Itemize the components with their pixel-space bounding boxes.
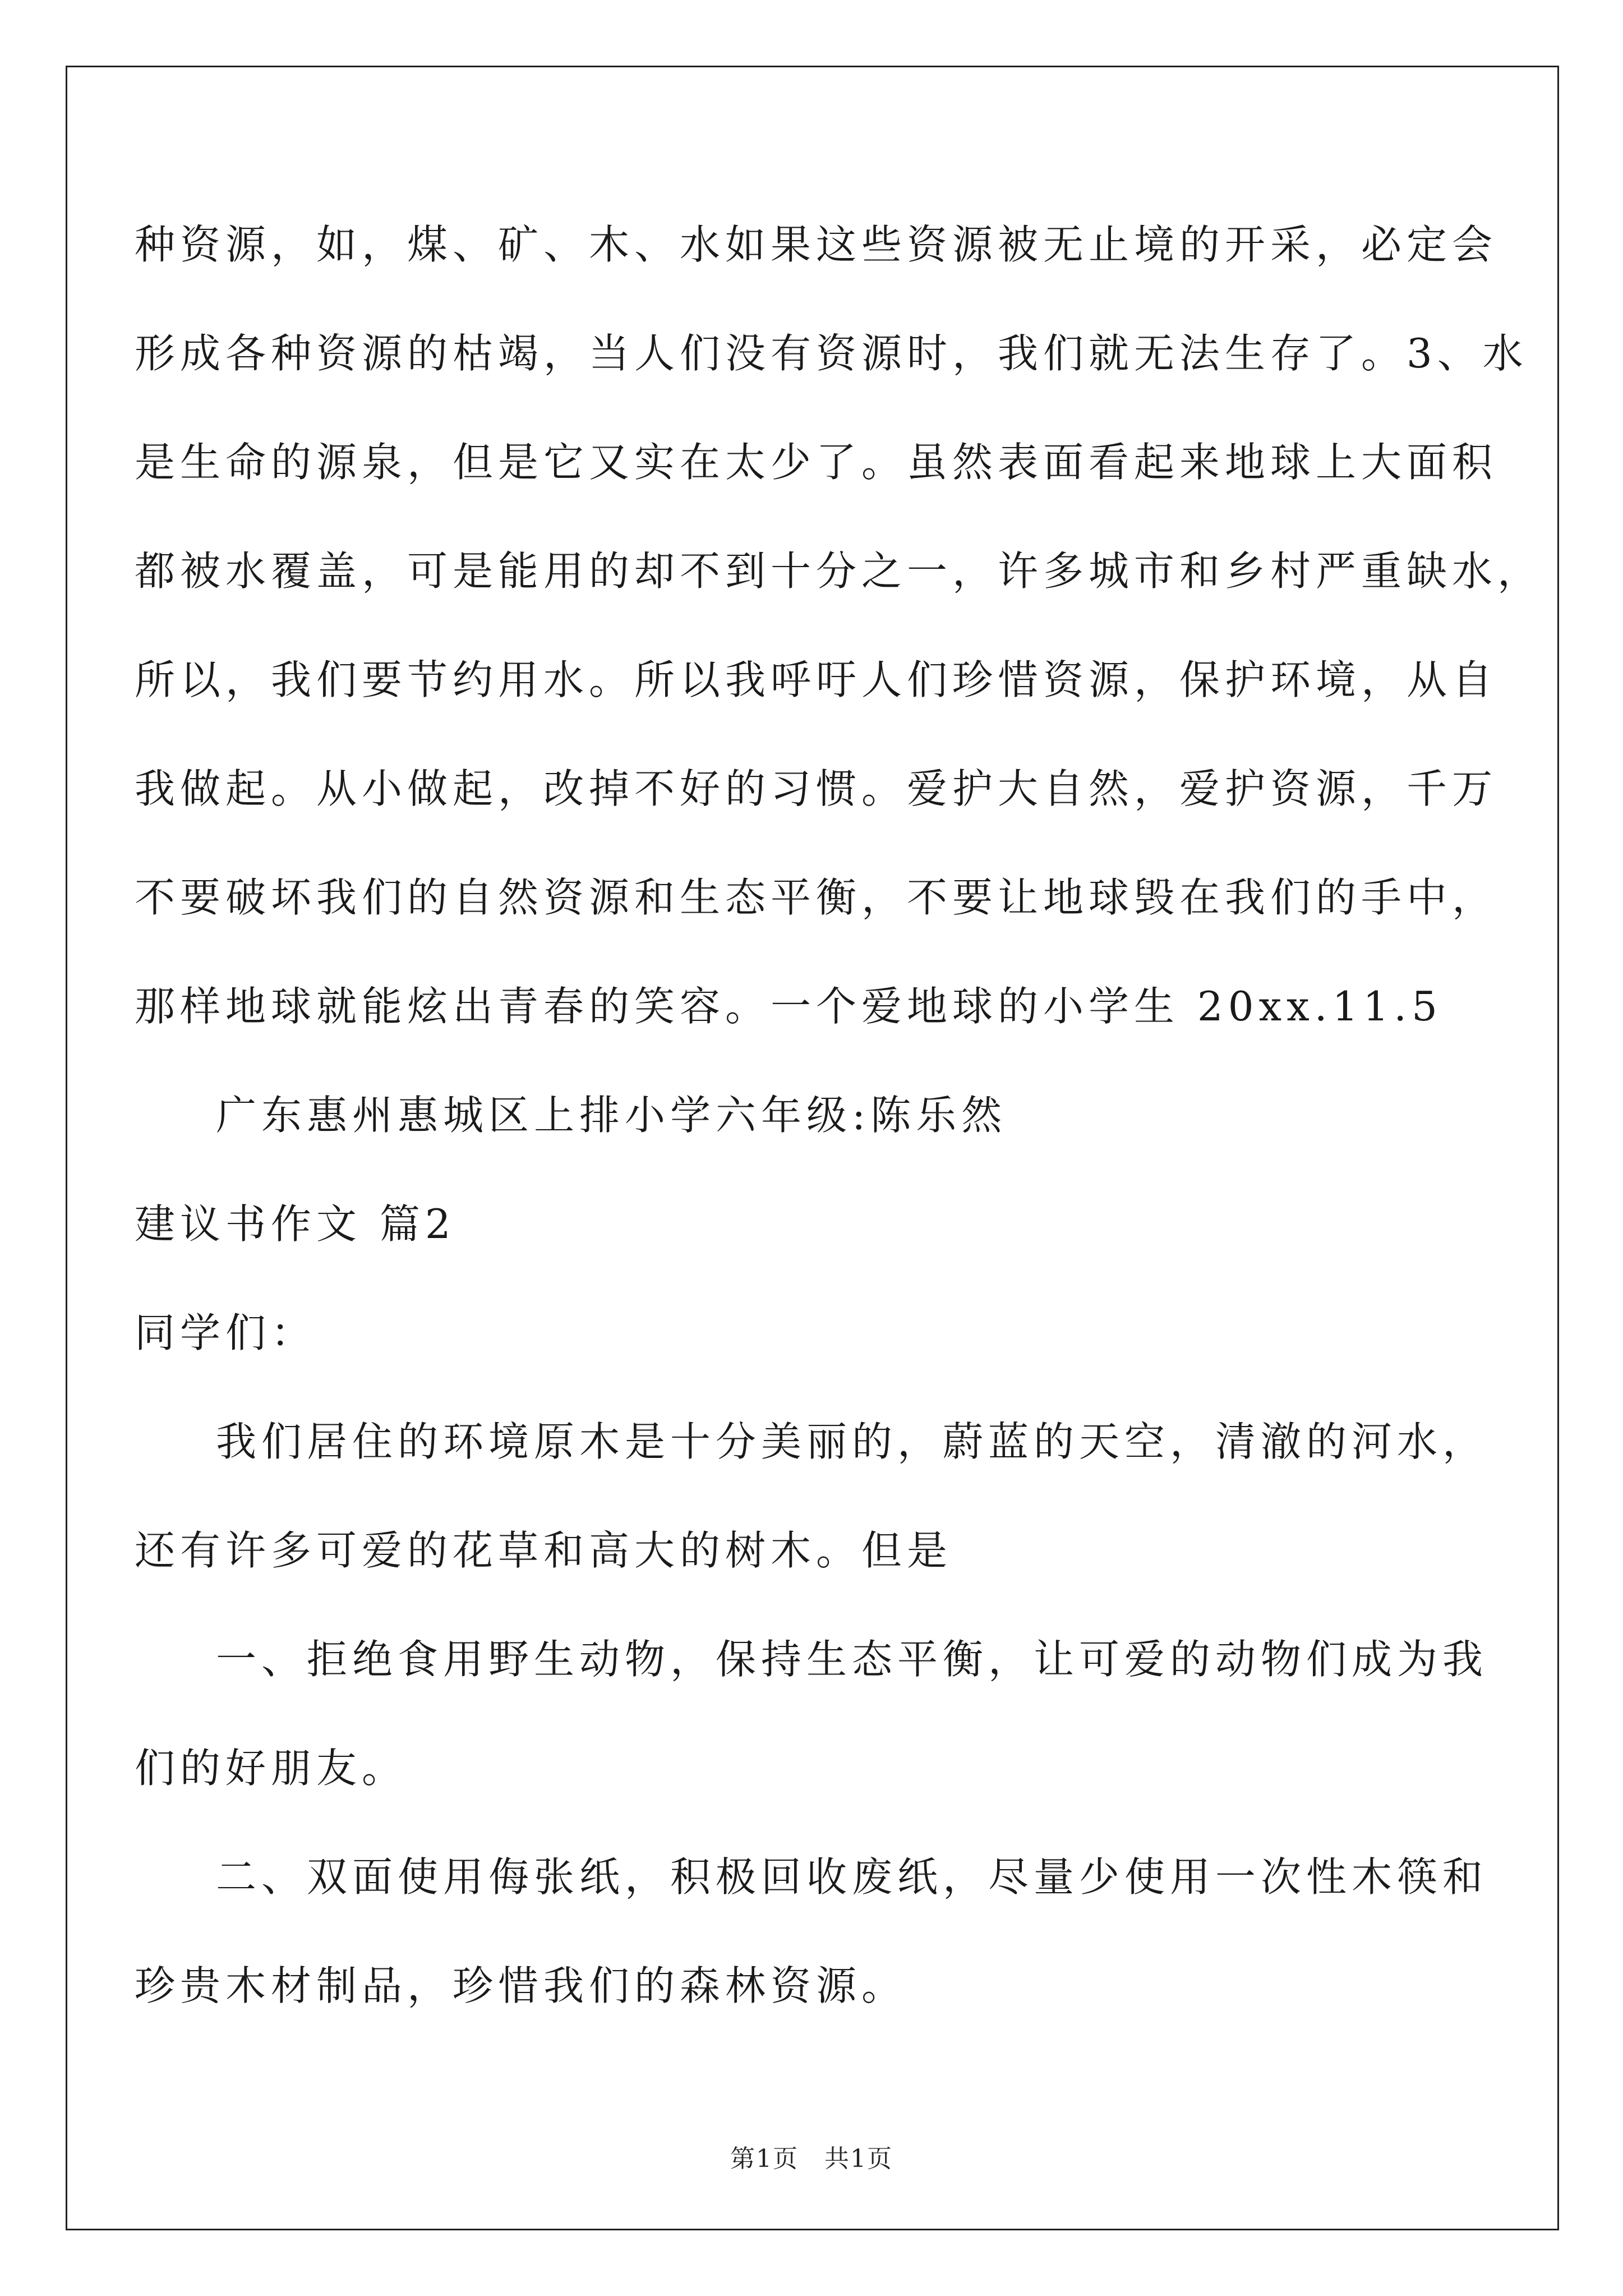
section-heading: 建议书作文 篇2 xyxy=(135,1200,456,1248)
body-line: 二、双面使用侮张纸，积极回收废纸，尽量少使用一次性木筷和 xyxy=(216,1853,1488,1901)
body-line: 一、拒绝食用野生动物，保持生态平衡，让可爱的动物们成为我 xyxy=(216,1636,1488,1683)
body-line: 那样地球就能炫出青春的笑容。一个爱地球的小学生 20xx.11.5 xyxy=(135,983,1442,1030)
body-line: 种资源，如，煤、矿、木、水如果这些资源被无止境的开采，必定会 xyxy=(135,221,1498,268)
body-line: 珍贵木材制品，珍惜我们的森林资源。 xyxy=(135,1962,907,2009)
body-line: 形成各种资源的枯竭，当人们没有资源时，我们就无法生存了。3、水 xyxy=(135,330,1528,377)
body-line: 还有许多可爱的花草和高大的树木。但是 xyxy=(135,1527,953,1574)
body-line: 是生命的源泉，但是它又实在太少了。虽然表面看起来地球上大面积 xyxy=(135,439,1498,486)
page-border xyxy=(66,66,1559,2230)
body-line: 所以，我们要节约用水。所以我呼吁人们珍惜资源，保护环境，从自 xyxy=(135,656,1498,703)
salutation: 同学们： xyxy=(135,1309,317,1356)
body-line: 不要破坏我们的自然资源和生态平衡，不要让地球毁在我们的手中， xyxy=(135,874,1498,921)
body-line: 我做起。从小做起，改掉不好的习惯。爱护大自然，爱护资源，千万 xyxy=(135,765,1498,812)
page-number: 第1页 共1页 xyxy=(730,2145,893,2173)
body-line: 们的好朋友。 xyxy=(135,1745,408,1792)
body-line: 我们居住的环境原木是十分美丽的，蔚蓝的天空，清澈的河水， xyxy=(216,1418,1488,1465)
body-line: 都被水覆盖，可是能用的却不到十分之一，许多城市和乡村严重缺水， xyxy=(135,547,1543,595)
author-line: 广东惠州惠城区上排小学六年级:陈乐然 xyxy=(216,1092,1007,1139)
